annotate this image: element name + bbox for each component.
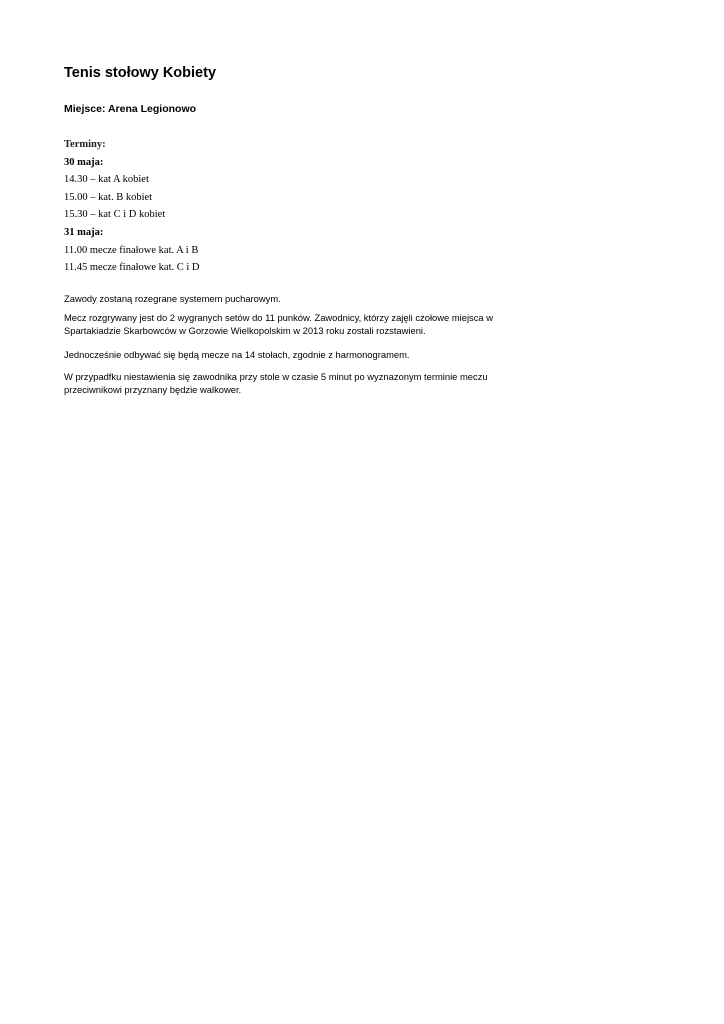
paragraph-line: Zawody zostaną rozegrane systemem pucharowym.	[64, 293, 281, 304]
paragraph-line: W przypadfku niestawienia się zawodnika przy stole w czasie 5 minut po wyznazonym terminie meczu	[64, 371, 488, 382]
paragraph-walkover	[64, 370, 544, 396]
schedule-item: 15.00 – kat. B kobiet	[64, 191, 153, 203]
schedule-item: 14.30 – kat A kobiet	[64, 174, 149, 186]
paragraph-line: przeciwnikowi przyznany będzie walkower.	[64, 384, 242, 396]
schedule-item: 11.00 mecze finałowe kat. A i B	[64, 244, 199, 256]
paragraph-format	[64, 292, 544, 305]
day2-date: 31 maja:	[64, 226, 104, 238]
paragraph-line: Spartakiadzie Skarbowców w Gorzowie Wielkopolskim w 2013 roku zostali rozstawieni.	[64, 325, 426, 337]
schedule-heading: Terminy:	[64, 139, 106, 150]
paragraph-rules	[64, 311, 544, 337]
schedule-item: 15.30 – kat C i D kobiet	[64, 209, 166, 221]
paragraph-line: Mecz rozgrywany jest do 2 wygranych setów do 11 punków. Zawodnicy, którzy zajęli czołowe miejsca w	[64, 312, 493, 323]
venue-label: Miejsce: Arena Legionowo	[64, 103, 197, 115]
day1-date: 30 maja:	[64, 156, 104, 168]
paragraph-line: Jednocześnie odbywać się będą mecze na 14 stołach, zgodnie z harmonogramem.	[64, 349, 410, 360]
paragraph-tables	[64, 348, 544, 361]
document-title: Tenis stołowy Kobiety	[64, 65, 217, 81]
schedule-item: 11.45 mecze finałowe kat. C i D	[64, 262, 200, 274]
schedule-section	[64, 136, 200, 277]
